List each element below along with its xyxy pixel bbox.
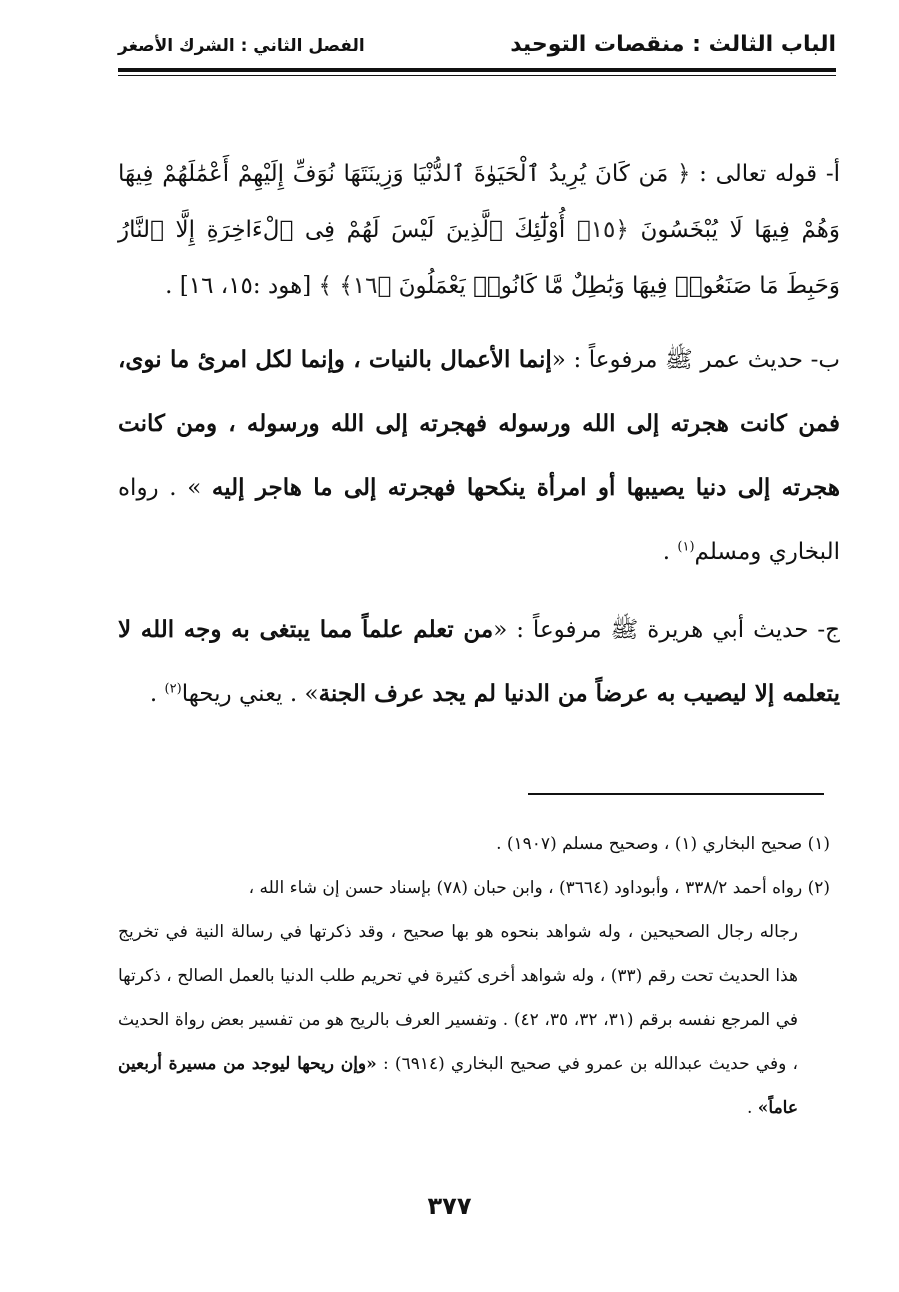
paragraph-c-intro: ج- حديث أبي هريرة — [638, 617, 840, 643]
running-header — [118, 26, 836, 66]
paragraph-b — [118, 328, 840, 584]
paragraph-c-source: » . يعني ريحها — [181, 681, 319, 707]
footnote-1: (١) صحيح البخاري (١) ، وصحيح مسلم (١٩٠٧) . — [496, 834, 830, 854]
main-text — [118, 146, 840, 740]
page-number: ٣٧٧ — [427, 1192, 472, 1220]
paragraph-b-intro: ب- حديث عمر — [692, 347, 840, 373]
verse-16: أُوْلَٰٓئِكَ ٱلَّذِينَ لَيْسَ لَهُمْ فِى ٱلْءَاخِرَةِ إِلَّا ٱلنَّارُ وَحَبِطَ مَا صَنَعُوا۟ فِيهَا وَبَٰطِلٌ مَّا كَانُوا۟ يَعْمَلُونَ — [118, 217, 840, 299]
verse-reference: [هود :١٥، ١٦] . — [165, 273, 319, 299]
footnote-2-end: . — [746, 1098, 758, 1118]
header-rule-thin — [118, 75, 836, 76]
footnote-2-text: رجاله رجال الصحيحين ، وله شواهد بنحوه هو بها صحيح ، وقد ذكرتها في رسالة النية في تخريج هذا الحديث تحت رقم (٣٣) ، وله شواهد أخرى كثيرة في تحريم طلب الدنيا بالعمل الصالح ، ذكرتها في المرجع نفسه برقم (٣١، ٣٢، ٣٥، ٤٢) . وتفسير العرف بالريح هو من تفسير بعض رواة الحديث ، وفي حديث عبدالله بن عمرو في صحيح البخاري (٦٩١٤) : — [118, 922, 799, 1074]
hadith-text-b: إنما الأعمال بالنيات ، وإنما لكل امرئ ما نوى، فمن كانت هجرته إلى الله ورسوله فهجرته إلى الله ورسوله ، ومن كانت هجرته إلى دنيا يصيبها أو امرأة ينكحها فهجرته إلى ما هاجر إليه — [118, 346, 840, 501]
header-rule-thick — [118, 68, 836, 72]
paragraph-c-end: . — [149, 681, 165, 707]
paragraph-b-source: » . رواه البخاري ومسلم — [118, 475, 840, 565]
footnote-2-first-line: (٢) رواه أحمد ٣٣٨/٢ ، وأبوداود (٣٦٦٤) ، وابن حبان (٧٨) بإسناد حسن إن شاء الله ، — [248, 878, 830, 898]
quran-open-ornament: ﴿ — [677, 161, 691, 187]
hadith-text-c: من تعلم علماً مما يبتغى به وجه الله لا يتعلمه إلا ليصيب به عرضاً من الدنيا لم يجد عرف الجنة — [118, 616, 840, 707]
footnote-2-continuation — [118, 910, 830, 1130]
verse-15: مَن كَانَ يُرِيدُ ٱلْحَيَوٰةَ ٱلدُّنْيَا وَزِينَتَهَا نُوَفِّ إِلَيْهِمْ أَعْمَٰلَهُمْ فِيهَا وَهُمْ فِيهَا لَا يُبْخَسُونَ — [118, 161, 840, 243]
quran-close-ornament: ﴾ — [318, 273, 332, 299]
footnote-ref-2[interactable]: (٢) — [164, 681, 182, 697]
ayah-marker-15: ﴿١٥﴾ — [576, 217, 629, 243]
footnotes — [118, 822, 830, 1130]
honorific-glyph: ﷺ — [610, 617, 639, 643]
paragraph-a-intro: أ- قوله تعالى : — [690, 161, 840, 187]
paragraph-c-marfu: مرفوعاً : « — [493, 617, 611, 643]
paragraph-c — [118, 598, 840, 726]
paragraph-b-marfu: مرفوعاً : « — [551, 347, 666, 373]
honorific-glyph: ﷺ — [665, 347, 693, 373]
chapter-title: الباب الثالث : منقصات التوحيد — [510, 32, 836, 57]
footnote-ref-1[interactable]: (١) — [677, 539, 695, 555]
paragraph-a — [118, 146, 840, 314]
ayah-marker-16: ﴿١٦﴾ — [339, 273, 392, 299]
footnote-2-quote: «وإن ريحها ليوجد من مسيرة أربعين عاماً» — [118, 1054, 798, 1118]
section-title: الفصل الثاني : الشرك الأصغر — [118, 36, 365, 56]
paragraph-b-end: . — [662, 539, 678, 565]
footnote-separator — [528, 793, 824, 795]
